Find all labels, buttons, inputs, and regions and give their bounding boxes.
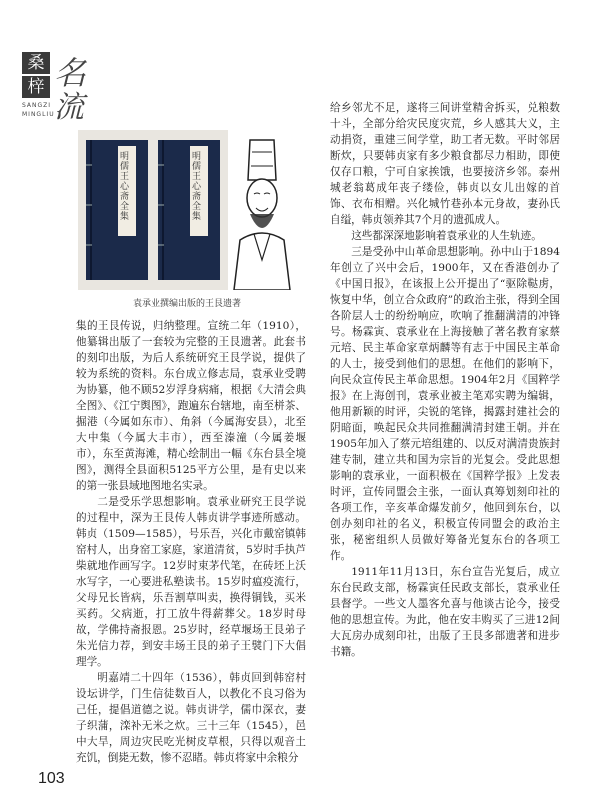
section-logo: [22, 52, 92, 132]
logo-calligraphy-liu: 流: [54, 90, 84, 125]
paragraph: 明嘉靖二十四年（1536），韩贞回到韩窑村设坛讲学，门生信徒数百人，以教化不良习俗为己任，提倡道德之说。韩贞讲学，儒巾深衣，妻子织蒲，滦补无米之炊。三十三年（1545），邑中大旱，周边灾民吃光树皮草根，只得以观音土充饥，倒毙无数，惨不忍睹。韩贞将家中余粮分: [76, 672, 306, 764]
paragraph: 集的王艮传说，归纳整理。宣统二年（1910），他纂辑出版了一套较为完整的王艮遗著。此套书的刻印出版，为后人系统研究王艮学说，提供了较为系统的资料。东台成立修志局，袁承业受聘为协纂，他不顾52岁浮身病痛，根据《大清会典全图》、《江宁舆图》，跑遍东台辖地，南至栟茶、掘港（今属如东市）、角斜（今属海安县），北至大中集（今属大丰市），西至溱潼（今属姜堰市），东至黄海滩，精心绘制出一幅《东台县全境图》，测得全县面积5125平方公里，是有史以来的第一张县域地图地名实录。: [76, 320, 306, 492]
logo-pinyin-mingliu: MINGLIU: [22, 111, 55, 118]
figure-caption: 袁承业撰编出版的王艮遗著: [132, 299, 241, 309]
paragraph: 1911年11月13日，东台宣告光复后，成立东台民政支部，杨霖寅任民政支部长，袁承业任县督学。一些文人墨客允喜与他谈古论今，接受他的思想宣传。为此，他在安丰购买了三进12间大瓦房办成刻印社，出版了王艮多部遗著和进步书籍。: [330, 566, 560, 658]
book-title-2: 明儒王心斋全集: [192, 152, 202, 222]
logo-box-zi: 梓: [22, 76, 50, 98]
logo-calligraphy-ming: 名: [54, 54, 87, 92]
book-cover-1: [86, 140, 148, 280]
logo-pinyin-sangzi: SANGZI: [22, 102, 52, 109]
logo-box-sang: 桑: [22, 52, 50, 74]
book-portrait-figure: [78, 130, 296, 290]
book-cover-2: [158, 140, 220, 280]
figure-illustration: [78, 130, 296, 290]
book-title-1: 明儒王心斋全集: [120, 152, 130, 222]
left-text-column: [76, 318, 306, 766]
paragraph: 三是受孙中山革命思想影响。孙中山于1894年创立了兴中会后，1900年，又在香港创办了《中国日报》，在该报上公开提出了“驱除鞑虏，恢复中华，创立合众政府”的政治主张，得到全国各阶层人士的纷纷响应，吹响了推翻满清的冲锋号。杨霖寅、袁承业在上海接触了著名教育家蔡元培、民主革命家章炳麟等有志于中国民主革命的人士，接受到他们的思想。在他们的影响下，向民众宣传民主革命思想。1904年2月《国粹学报》在上海创刊，袁承业被主笔邓实聘为编辑，他用新颖的时评，尖锐的笔锋，揭露封建社会的阴暗面，唤起民众共同推翻满清封建王朝。并在1905年加入了蔡元培组建的、以反对满清贵族封建专制，建立共和国为宗旨的光复会。受此思想影响的袁承业，一面积极在《国粹学报》上发表时评，宣传同盟会主张，一面认真筹划刻印社的各项工作，辛亥革命爆发前夕，他回到东台，以创办刻印社的名义，积极宣传同盟会的政治主张，秘密组织人员做好筹备光复东台的各项工作。: [330, 246, 560, 562]
page-number: 103: [38, 770, 65, 787]
wang-gen-portrait: [228, 130, 296, 290]
paragraph: 这些都深深地影响着袁承业的人生轨迹。: [351, 230, 542, 242]
right-text-column: [330, 100, 560, 660]
paragraph: 给乡邻尤不足，遂将三间讲堂精舍拆买，兑粮数十斗，全部分给灾民度灾荒，乡人感其大义，主动捐资，重建三间学堂，助工者无数。平时邻居断炊，只要韩贞家有多少粮食都尽力相助，即使仅存口粮，宁可自家挨饿，也要接济乡邻。泰州城老翁葛成年丧子缕俭，韩贞以女儿出嫁的首饰、衣布相赠。兴化城竹巷孙本元身故，妻孙氏自缢，韩贞领养其7个月的遗孤成人。: [330, 102, 560, 226]
paragraph: 二是受乐学思想影响。袁承业研究王艮学说的过程中，深为王艮传人韩贞讲学事迹所感动。韩贞（1509—1585），号乐吾，兴化市戴窑镇韩窑村人，出身窑工家庭，家道清贫，5岁时手执芦柴就地作画写字。12岁时束茅代笔，在砖坯上沃水写字，一心要进私塾读书。15岁时瘟疫流行，父母兄长皆病，乐吾割草叫卖，换得铜钱，买米买药。父病逝，打工放牛得薪葬父。18岁时母故，学佛持斋报恩。25岁时，经草堰场王艮弟子朱光信力荐，到安丰场王艮的弟子王襞门下大倡理学。: [76, 496, 306, 668]
